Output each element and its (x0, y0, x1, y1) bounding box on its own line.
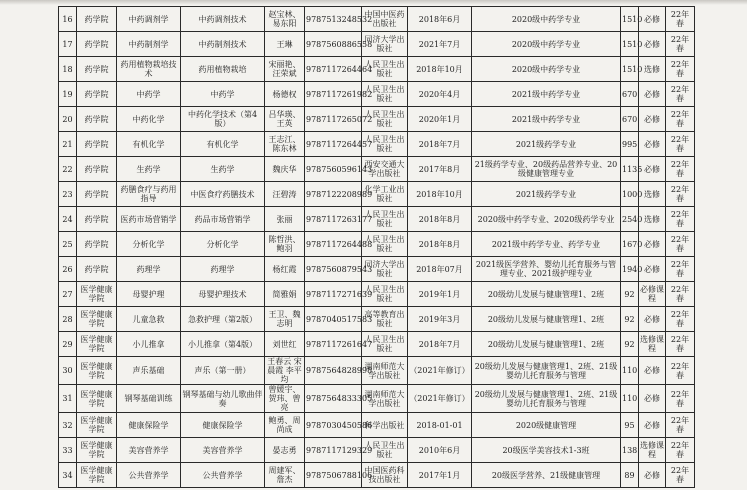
course-cell: 母婴护理 (117, 282, 181, 307)
term-cell: 22年春 (666, 132, 695, 157)
majors-cell: 21级药学专业、20级药品营养专业、20级健康管理专业 (472, 157, 621, 182)
row-number: 21 (59, 132, 77, 157)
college-cell: 药学院 (77, 182, 117, 207)
table-row (59, 232, 695, 257)
pub-date-cell: 2018年10月 (408, 182, 472, 207)
publisher-cell: 人民卫生出版社 (362, 232, 408, 257)
publisher-cell: 中国医药科技出版社 (362, 463, 408, 488)
publisher-cell: 科学出版社 (362, 413, 408, 438)
hours-cell: 2540 (621, 207, 639, 232)
college-cell: 医学健康学院 (77, 332, 117, 357)
term-cell: 22年春 (666, 332, 695, 357)
hours-cell: 1510 (621, 7, 639, 32)
table-row (59, 307, 695, 332)
college-cell: 医学健康学院 (77, 357, 117, 385)
pub-date-cell: 2018年7月 (408, 332, 472, 357)
course-type-cell: 必修课程 (639, 282, 666, 307)
pub-date-cell: 2020年4月 (408, 82, 472, 107)
row-number: 17 (59, 32, 77, 57)
table-row (59, 132, 695, 157)
table-row (59, 357, 695, 385)
majors-cell: 20级幼儿发展与健康管理1、2班、21级婴幼儿托育服务与管理 (472, 385, 621, 413)
college-cell: 医学健康学院 (77, 438, 117, 463)
course-cell: 健康保险学 (117, 413, 181, 438)
course-type-cell: 必修 (639, 82, 666, 107)
college-cell: 医学健康学院 (77, 413, 117, 438)
textbook-cell: 药用植物栽培 (181, 57, 265, 82)
pub-date-cell: 2018年8月 (408, 232, 472, 257)
textbook-cell: 中药调剂技术 (181, 7, 265, 32)
course-type-cell: 必修 (639, 385, 666, 413)
majors-cell: 2021级医学营养、婴幼儿托育服务与管理专业、2021级护理专业 (472, 257, 621, 282)
pub-date-cell: 2018-01-01 (408, 413, 472, 438)
textbook-cell: 分析化学 (181, 232, 265, 257)
college-cell: 药学院 (77, 132, 117, 157)
term-cell: 22年春 (666, 257, 695, 282)
publisher-cell: 湖南师范大学出版社 (362, 357, 408, 385)
hours-cell: 1510 (621, 32, 639, 57)
publisher-cell: 人民卫生出版社 (362, 57, 408, 82)
course-cell: 药用植物栽培技术 (117, 57, 181, 82)
table-row (59, 438, 695, 463)
author-cell: 魏庆华 (265, 157, 305, 182)
isbn-cell: 9787564828998 (305, 357, 362, 385)
college-cell: 药学院 (77, 157, 117, 182)
table-row (59, 57, 695, 82)
course-type-cell: 必修 (639, 32, 666, 57)
college-cell: 药学院 (77, 82, 117, 107)
hours-cell: 670 (621, 107, 639, 132)
row-number: 29 (59, 332, 77, 357)
pub-date-cell: 2019年1月 (408, 282, 472, 307)
row-number: 33 (59, 438, 77, 463)
textbook-cell: 母婴护理技术 (181, 282, 265, 307)
college-cell: 医学健康学院 (77, 282, 117, 307)
textbook-cell: 药理学 (181, 257, 265, 282)
row-number: 27 (59, 282, 77, 307)
course-cell: 中药调剂学 (117, 7, 181, 32)
course-cell: 小儿推拿 (117, 332, 181, 357)
row-number: 31 (59, 385, 77, 413)
term-cell: 22年春 (666, 413, 695, 438)
row-number: 16 (59, 7, 77, 32)
pub-date-cell: 2021年7月 (408, 32, 472, 57)
pub-date-cell: 2019年3月 (408, 307, 472, 332)
isbn-cell: 9787117263177 (305, 207, 362, 232)
college-cell: 医学健康学院 (77, 463, 117, 488)
hours-cell: 1135 (621, 157, 639, 182)
textbook-cell: 中药制剂技术 (181, 32, 265, 57)
publisher-cell: 人民卫生出版社 (362, 332, 408, 357)
course-type-cell: 必修 (639, 257, 666, 282)
table-row (59, 107, 695, 132)
term-cell: 22年春 (666, 307, 695, 332)
majors-cell: 20级医学营养、21级健康管理 (472, 463, 621, 488)
hours-cell: 92 (621, 307, 639, 332)
term-cell: 22年春 (666, 32, 695, 57)
course-cell: 分析化学 (117, 232, 181, 257)
course-cell: 药理学 (117, 257, 181, 282)
author-cell: 王春云 宋晨霞 李平均 (265, 357, 305, 385)
majors-cell: 2020级健康管理 (472, 413, 621, 438)
term-cell: 22年春 (666, 7, 695, 32)
pub-date-cell: 2018年07月 (408, 257, 472, 282)
hours-cell: 110 (621, 385, 639, 413)
textbook-cell: 生药学 (181, 157, 265, 182)
isbn-cell: 9787117261982 (305, 82, 362, 107)
author-cell: 杨红霞 (265, 257, 305, 282)
course-type-cell: 选修课程 (639, 332, 666, 357)
row-number: 32 (59, 413, 77, 438)
course-type-cell: 必修 (639, 232, 666, 257)
row-number: 26 (59, 257, 77, 282)
publisher-cell: 人民卫生出版社 (362, 282, 408, 307)
hours-cell: 92 (621, 332, 639, 357)
term-cell: 22年春 (666, 182, 695, 207)
hours-cell: 89 (621, 463, 639, 488)
course-cell: 公共营养学 (117, 463, 181, 488)
isbn-cell: 9787117271639 (305, 282, 362, 307)
term-cell: 22年春 (666, 232, 695, 257)
course-type-cell: 选修课程 (639, 438, 666, 463)
author-cell: 汪碧涛 (265, 182, 305, 207)
isbn-cell: 9787117264464 (305, 57, 362, 82)
row-number: 30 (59, 357, 77, 385)
majors-cell: 20级幼儿发展与健康管理1、2班 (472, 307, 621, 332)
majors-cell: 2021级中药学专业 (472, 82, 621, 107)
table-row (59, 282, 695, 307)
course-type-cell: 必修 (639, 357, 666, 385)
course-cell: 药膳食疗与药用指导 (117, 182, 181, 207)
term-cell: 22年春 (666, 438, 695, 463)
row-number: 20 (59, 107, 77, 132)
college-cell: 医学健康学院 (77, 307, 117, 332)
row-number: 19 (59, 82, 77, 107)
course-cell: 生药学 (117, 157, 181, 182)
college-cell: 医学健康学院 (77, 385, 117, 413)
term-cell: 22年春 (666, 57, 695, 82)
course-cell: 有机化学 (117, 132, 181, 157)
pub-date-cell: 2018年8月 (408, 207, 472, 232)
course-cell: 儿童急救 (117, 307, 181, 332)
course-cell: 医药市场营销学 (117, 207, 181, 232)
isbn-cell: 9787560879543 (305, 257, 362, 282)
publisher-cell: 人民卫生出版社 (362, 207, 408, 232)
isbn-cell: 9787560886558 (305, 32, 362, 57)
author-cell: 王琳 (265, 32, 305, 57)
college-cell: 药学院 (77, 7, 117, 32)
author-cell: 鲍勇、周尚成 (265, 413, 305, 438)
table-row (59, 463, 695, 488)
isbn-cell: 9787117264488 (305, 232, 362, 257)
isbn-cell: 9787564833305 (305, 385, 362, 413)
course-cell: 美容营养学 (117, 438, 181, 463)
publisher-cell: 化学工业出版社 (362, 182, 408, 207)
hours-cell: 92 (621, 282, 639, 307)
pub-date-cell: 2010年6月 (408, 438, 472, 463)
pub-date-cell: （2021年修订） (408, 385, 472, 413)
pub-date-cell: 2017年8月 (408, 157, 472, 182)
author-cell: 杨德权 (265, 82, 305, 107)
isbn-cell: 9787117265072 (305, 107, 362, 132)
majors-cell: 2021级药学专业 (472, 182, 621, 207)
course-type-cell: 必修 (639, 157, 666, 182)
author-cell: 周建军、詹杰 (265, 463, 305, 488)
table-body (59, 7, 695, 488)
course-type-cell: 必修 (639, 132, 666, 157)
pub-date-cell: 2018年7月 (408, 132, 472, 157)
table-row (59, 385, 695, 413)
author-cell: 刘世红 (265, 332, 305, 357)
publisher-cell: 同济大学出版社 (362, 257, 408, 282)
table-row (59, 7, 695, 32)
author-cell: 王志江、陈东林 (265, 132, 305, 157)
table-row (59, 257, 695, 282)
majors-cell: 20级医学美容技术1-3班 (472, 438, 621, 463)
author-cell: 赵宝林、易东阳 (265, 7, 305, 32)
publisher-cell: 湖南师范大学出版社 (362, 385, 408, 413)
hours-cell: 110 (621, 357, 639, 385)
author-cell: 王卫、魏志明 (265, 307, 305, 332)
college-cell: 药学院 (77, 107, 117, 132)
table-row (59, 182, 695, 207)
textbook-cell: 急救护理（第2版） (181, 307, 265, 332)
table-row (59, 207, 695, 232)
publisher-cell: 高等教育出版社 (362, 307, 408, 332)
textbook-cell: 中药化学技术（第4版） (181, 107, 265, 132)
term-cell: 22年春 (666, 82, 695, 107)
majors-cell: 2021级药学专业 (472, 132, 621, 157)
table-row (59, 332, 695, 357)
publisher-cell: 人民卫生出版社 (362, 132, 408, 157)
pub-date-cell: 2018年6月 (408, 7, 472, 32)
isbn-cell: 9787122208989 (305, 182, 362, 207)
hours-cell: 1000 (621, 182, 639, 207)
majors-cell: 20级幼儿发展与健康管理1、2班 (472, 332, 621, 357)
isbn-cell: 9787117129329 (305, 438, 362, 463)
row-number: 28 (59, 307, 77, 332)
college-cell: 药学院 (77, 232, 117, 257)
course-cell: 中药学 (117, 82, 181, 107)
pub-date-cell: 2017年1月 (408, 463, 472, 488)
row-number: 22 (59, 157, 77, 182)
hours-cell: 95 (621, 413, 639, 438)
hours-cell: 1940 (621, 257, 639, 282)
publisher-cell: 人民卫生出版社 (362, 82, 408, 107)
majors-cell: 2020级中药学专业 (472, 57, 621, 82)
isbn-cell: 9787117264457 (305, 132, 362, 157)
pub-date-cell: （2021年修订） (408, 357, 472, 385)
author-cell: 简雅娟 (265, 282, 305, 307)
textbook-cell: 钢琴基础与幼儿歌曲伴奏 (181, 385, 265, 413)
textbook-cell: 小儿推拿（第4版） (181, 332, 265, 357)
course-type-cell: 必修 (639, 307, 666, 332)
hours-cell: 670 (621, 82, 639, 107)
term-cell: 22年春 (666, 357, 695, 385)
author-cell: 吕华瑛、王英 (265, 107, 305, 132)
publisher-cell: 人民卫生出版社 (362, 438, 408, 463)
table-row (59, 32, 695, 57)
textbook-cell: 药品市场营销学 (181, 207, 265, 232)
course-type-cell: 选修 (639, 207, 666, 232)
row-number: 24 (59, 207, 77, 232)
isbn-cell: 9787513248532 (305, 7, 362, 32)
hours-cell: 995 (621, 132, 639, 157)
table-row (59, 82, 695, 107)
author-cell: 张丽 (265, 207, 305, 232)
majors-cell: 2020级中药学专业 (472, 32, 621, 57)
textbook-cell: 声乐（第一册） (181, 357, 265, 385)
course-type-cell: 必修 (639, 7, 666, 32)
majors-cell: 20级幼儿发展与健康管理1、2班 (472, 282, 621, 307)
publisher-cell: 人民卫生出版社 (362, 107, 408, 132)
textbook-cell: 中药学 (181, 82, 265, 107)
college-cell: 药学院 (77, 32, 117, 57)
majors-cell: 2020级中药学专业 (472, 7, 621, 32)
hours-cell: 1510 (621, 57, 639, 82)
course-cell: 中药制剂学 (117, 32, 181, 57)
page-top-edge (0, 0, 747, 5)
author-cell: 曾媛宇、贺玮、曾亮 (265, 385, 305, 413)
course-type-cell: 选修 (639, 182, 666, 207)
pub-date-cell: 2018年10月 (408, 57, 472, 82)
college-cell: 药学院 (77, 207, 117, 232)
term-cell: 22年春 (666, 157, 695, 182)
isbn-cell: 9787560596143 (305, 157, 362, 182)
table-row (59, 157, 695, 182)
publisher-cell: 同济大学出版社 (362, 32, 408, 57)
course-type-cell: 必修 (639, 463, 666, 488)
term-cell: 22年春 (666, 385, 695, 413)
publisher-cell: 中国中医药出版社 (362, 7, 408, 32)
majors-cell: 2020级中药学专业、2020级药学专业 (472, 207, 621, 232)
author-cell: 晏志勇 (265, 438, 305, 463)
textbook-table (58, 6, 695, 488)
isbn-cell: 9787117261647 (305, 332, 362, 357)
majors-cell: 2021级中药学专业 (472, 107, 621, 132)
hours-cell: 138 (621, 438, 639, 463)
course-cell: 中药化学 (117, 107, 181, 132)
term-cell: 22年春 (666, 207, 695, 232)
course-type-cell: 必修 (639, 413, 666, 438)
textbook-cell: 公共营养学 (181, 463, 265, 488)
term-cell: 22年春 (666, 463, 695, 488)
author-cell: 陈哲洪、鲍羽 (265, 232, 305, 257)
majors-cell: 20级幼儿发展与健康管理1、2班、21级婴幼儿托育服务与管理 (472, 357, 621, 385)
row-number: 25 (59, 232, 77, 257)
table-row (59, 413, 695, 438)
isbn-cell: 9787030450586 (305, 413, 362, 438)
majors-cell: 2021级中药学专业、药学专业 (472, 232, 621, 257)
pub-date-cell: 2020年1月 (408, 107, 472, 132)
publisher-cell: 西安交通大学出版社 (362, 157, 408, 182)
textbook-cell: 中医食疗药膳技术 (181, 182, 265, 207)
college-cell: 药学院 (77, 57, 117, 82)
textbook-cell: 健康保险学 (181, 413, 265, 438)
course-cell: 声乐基础 (117, 357, 181, 385)
college-cell: 药学院 (77, 257, 117, 282)
term-cell: 22年春 (666, 107, 695, 132)
course-cell: 钢琴基础训练 (117, 385, 181, 413)
row-number: 23 (59, 182, 77, 207)
course-type-cell: 选修 (639, 57, 666, 82)
author-cell: 宋丽艳、汪荣斌 (265, 57, 305, 82)
hours-cell: 1670 (621, 232, 639, 257)
textbook-cell: 美容营养学 (181, 438, 265, 463)
isbn-cell: 9787506788106 (305, 463, 362, 488)
isbn-cell: 9787040517583 (305, 307, 362, 332)
textbook-cell: 有机化学 (181, 132, 265, 157)
row-number: 18 (59, 57, 77, 82)
term-cell: 22年春 (666, 282, 695, 307)
course-type-cell: 必修 (639, 107, 666, 132)
row-number: 34 (59, 463, 77, 488)
